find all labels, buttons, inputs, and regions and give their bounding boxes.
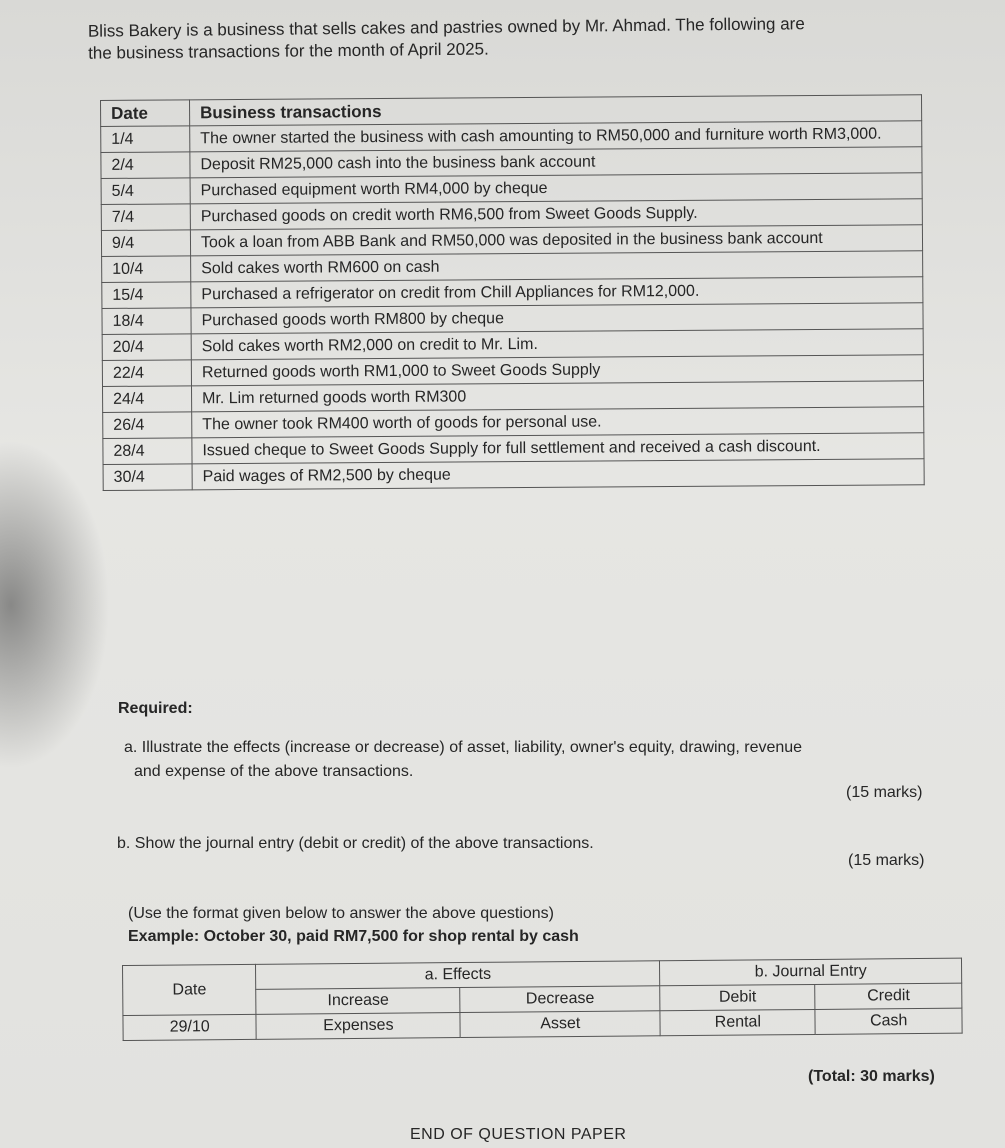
- example-header-date: Date: [123, 964, 257, 1015]
- example-cell-increase: Expenses: [256, 1013, 460, 1040]
- transaction-date: 24/4: [103, 386, 192, 413]
- transaction-date: 15/4: [102, 282, 191, 309]
- question-a-marks: (15 marks): [846, 784, 923, 801]
- transaction-date: 20/4: [102, 334, 191, 361]
- example-cell-debit: Rental: [660, 1009, 815, 1035]
- transaction-description: Mr. Lim returned goods worth RM300: [191, 381, 923, 412]
- transactions-body: [101, 121, 925, 491]
- end-of-paper: END OF QUESTION PAPER: [410, 1126, 627, 1143]
- example-cell-date: 29/10: [123, 1014, 257, 1040]
- example-header-effects: a. Effects: [256, 961, 660, 990]
- transaction-description: Purchased goods worth RM800 by cheque: [191, 303, 923, 334]
- transaction-date: 28/4: [103, 438, 192, 465]
- transaction-description: Purchased a refrigerator on credit from Chill Appliances for RM12,000.: [191, 277, 923, 308]
- example-header-credit: Credit: [815, 983, 962, 1009]
- transaction-description: Sold cakes worth RM600 on cash: [191, 251, 923, 282]
- transaction-date: 9/4: [101, 230, 190, 257]
- example-header-increase: Increase: [256, 988, 460, 1015]
- example-header-decrease: Decrease: [460, 986, 660, 1013]
- transaction-description: Purchased equipment worth RM4,000 by cheque: [190, 173, 922, 204]
- question-a-line-1: a. Illustrate the effects (increase or decrease) of asset, liability, owner's equity, drawing, revenue: [124, 739, 803, 756]
- total-marks: (Total: 30 marks): [808, 1068, 935, 1085]
- question-a-line-2: and expense of the above transactions.: [134, 763, 414, 780]
- transaction-description: Issued cheque to Sweet Goods Supply for full settlement and received a cash discount.: [192, 433, 924, 464]
- transaction-date: 22/4: [102, 360, 191, 387]
- example-cell-decrease: Asset: [460, 1011, 660, 1038]
- example-table: [122, 958, 963, 1041]
- intro-line-1: Bliss Bakery is a business that sells cakes and pastries owned by Mr. Ahmad. The following are: [87, 14, 805, 41]
- transaction-date: 5/4: [101, 178, 190, 205]
- example-header-journal: b. Journal Entry: [660, 958, 962, 986]
- required-label: Required:: [118, 700, 193, 717]
- transaction-row: [103, 459, 924, 491]
- transaction-date: 30/4: [103, 464, 192, 491]
- transaction-description: The owner started the business with cash amounting to RM50,000 and furniture worth RM3,000.: [190, 121, 922, 152]
- question-a: [124, 736, 944, 784]
- transaction-description: Took a loan from ABB Bank and RM50,000 was deposited in the business bank account: [190, 225, 922, 256]
- transaction-description: Purchased goods on credit worth RM6,500 from Sweet Goods Supply.: [190, 199, 922, 230]
- transaction-description: Paid wages of RM2,500 by cheque: [192, 459, 924, 490]
- transaction-description: Returned goods worth RM1,000 to Sweet Goods Supply: [191, 355, 923, 386]
- header-date: Date: [101, 100, 190, 127]
- transactions-table: [100, 94, 925, 491]
- intro-paragraph: [88, 11, 988, 64]
- example-title: Example: October 30, paid RM7,500 for shop rental by cash: [128, 928, 579, 945]
- transaction-date: 18/4: [102, 308, 191, 335]
- header-business-transactions: Business transactions: [190, 95, 922, 126]
- question-b: b. Show the journal entry (debit or credit) of the above transactions.: [117, 835, 594, 852]
- format-note: (Use the format given below to answer the above questions): [128, 905, 555, 922]
- transaction-date: 7/4: [101, 204, 190, 231]
- example-header-debit: Debit: [660, 984, 815, 1010]
- transaction-description: The owner took RM400 worth of goods for personal use.: [192, 407, 924, 438]
- transaction-date: 2/4: [101, 152, 190, 179]
- transaction-date: 10/4: [102, 256, 191, 283]
- hand-shadow: [0, 440, 110, 770]
- example-cell-credit: Cash: [815, 1008, 962, 1034]
- transaction-date: 26/4: [103, 412, 192, 439]
- transaction-description: Deposit RM25,000 cash into the business bank account: [190, 147, 922, 178]
- transaction-date: 1/4: [101, 126, 190, 153]
- intro-line-2: the business transactions for the month of April 2025.: [88, 39, 489, 63]
- question-b-marks: (15 marks): [848, 852, 925, 869]
- transaction-description: Sold cakes worth RM2,000 on credit to Mr. Lim.: [191, 329, 923, 360]
